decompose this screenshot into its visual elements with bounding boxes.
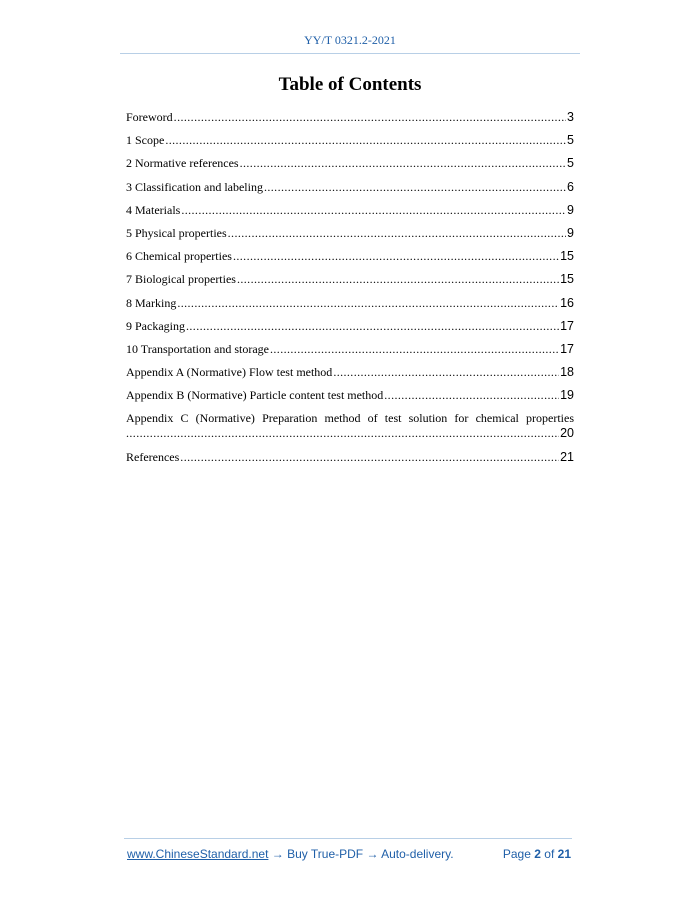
toc-entry-label: 9 Packaging (126, 318, 185, 333)
page-label: Page (502, 847, 531, 861)
toc-entry-label: 1 Scope (126, 133, 165, 148)
toc-leader-dots (126, 426, 559, 441)
footer-divider (124, 838, 572, 839)
page-title: Table of Contents (278, 74, 422, 95)
toc-entry[interactable] (126, 203, 574, 218)
toc-leader-dots (180, 450, 559, 465)
toc-leader-dots (264, 180, 566, 195)
toc-entry-page: 5 (567, 156, 574, 171)
toc-entry-label: Appendix B (Normative) Particle content test method (126, 388, 384, 403)
toc-leader-dots (228, 226, 566, 241)
total-pages-number: 21 (557, 847, 571, 861)
toc-leader-dots (186, 319, 559, 334)
toc-leader-dots (240, 156, 566, 171)
toc-entry[interactable] (126, 272, 574, 287)
toc-leader-dots (237, 272, 559, 287)
toc-entry-page: 21 (560, 449, 574, 464)
table-of-contents (126, 110, 574, 473)
toc-entry[interactable] (126, 296, 574, 311)
toc-entry-label: 4 Materials (126, 202, 181, 217)
toc-entry-label: 6 Chemical properties (126, 249, 232, 264)
toc-leader-dots (181, 203, 566, 218)
toc-entry-label: 8 Marking (126, 295, 177, 310)
toc-entry[interactable] (126, 249, 574, 264)
toc-entry[interactable] (126, 319, 574, 334)
of-label: of (544, 847, 555, 861)
website-link[interactable]: www.ChineseStandard.net (127, 847, 269, 861)
toc-entry[interactable] (126, 133, 574, 148)
toc-entry[interactable] (126, 450, 574, 465)
toc-entry-label: Appendix C (Normative) Preparation method of test solution for chemical properties (126, 411, 574, 426)
toc-leader-dots (384, 388, 559, 403)
toc-entry-label: 7 Biological properties (126, 272, 236, 287)
footer-promo (127, 847, 454, 861)
toc-entry-label: 3 Classification and labeling (126, 179, 263, 194)
toc-entry[interactable] (126, 411, 574, 441)
current-page-number: 2 (534, 847, 541, 861)
toc-leader-dots (333, 365, 559, 380)
toc-entry-page: 9 (567, 202, 574, 217)
toc-entry[interactable] (126, 342, 574, 357)
toc-entry[interactable] (126, 180, 574, 195)
toc-leader-dots (233, 249, 559, 264)
page-counter (503, 847, 571, 861)
toc-entry-page: 18 (560, 365, 574, 380)
toc-entry[interactable] (126, 226, 574, 241)
header-divider (120, 53, 580, 54)
toc-entry-label: 10 Transportation and storage (126, 341, 269, 356)
toc-entry-page: 3 (567, 110, 574, 124)
toc-entry[interactable] (126, 388, 574, 403)
toc-leader-dots (174, 110, 566, 125)
toc-entry-page: 19 (560, 388, 574, 403)
toc-entry-label: 5 Physical properties (126, 225, 227, 240)
toc-entry-label: 2 Normative references (126, 156, 239, 171)
toc-leader-dots (177, 296, 559, 311)
toc-entry-page: 15 (560, 249, 574, 264)
toc-entry-page: 15 (560, 272, 574, 287)
toc-entry[interactable] (126, 110, 574, 125)
toc-entry-page: 20 (560, 426, 574, 441)
toc-entry-label: Appendix A (Normative) Flow test method (126, 365, 333, 380)
toc-entry-page: 16 (560, 295, 574, 310)
toc-entry-page: 17 (560, 341, 574, 356)
toc-entry-page: 17 (560, 318, 574, 333)
running-header: YY/T 0321.2-2021 (304, 33, 396, 47)
toc-entry[interactable] (126, 156, 574, 171)
toc-entry-label: References (126, 449, 180, 464)
toc-entry-label: Foreword (126, 110, 173, 124)
toc-leader-dots (270, 342, 559, 357)
footer-promo-text: → Buy True-PDF → Auto-delivery. (268, 847, 454, 861)
toc-leader-dots (165, 133, 566, 148)
toc-entry[interactable] (126, 365, 574, 380)
toc-entry-page: 5 (567, 133, 574, 148)
toc-entry-page: 9 (567, 225, 574, 240)
toc-entry-page: 6 (567, 179, 574, 194)
